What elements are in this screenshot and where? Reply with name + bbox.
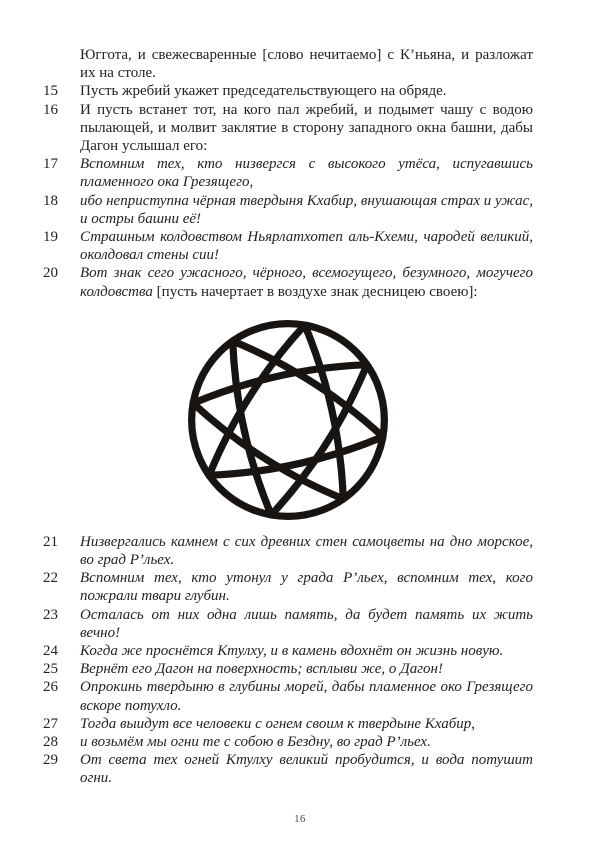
text-column — [43, 46, 533, 788]
verse-number: 23 — [43, 606, 58, 623]
verse-number: 19 — [43, 229, 58, 246]
verse-text-roman-part: [пусть начертает в воздухе знак десницею своею]: — [156, 283, 478, 300]
verse-text-italic-part: Вот знак сего ужасного, чёрного, всемогущего, безумного, могучего колдовства — [80, 265, 533, 300]
verse-row-24 — [43, 642, 533, 660]
verse-row-20 — [43, 264, 533, 300]
verse-number: 21 — [43, 533, 58, 550]
verse-row-19 — [43, 228, 533, 264]
verse-row-28 — [43, 733, 533, 751]
verse-number: 29 — [43, 752, 58, 769]
verse-row-17 — [43, 155, 533, 191]
verse-text: Тогда выидут все человеки с огнем своим к твердыне Кхабир, — [80, 715, 476, 732]
verse-number: 15 — [43, 83, 58, 100]
verse-text: Пусть жребий укажет председательствующего на обряде. — [80, 83, 447, 100]
verse-row-27 — [43, 715, 533, 733]
verse-number: 22 — [43, 570, 58, 587]
verse-text: От света тех огней Ктулху великий пробудится, и вода потушит огни. — [80, 752, 533, 787]
verse-row-16 — [43, 101, 533, 156]
verse-text: И пусть встанет тот, на кого пал жребий, и подымет чашу с водою пылающей, и молвит заклятие в сторону западного окна башни, дабы Дагон услышал его: — [80, 101, 533, 155]
verse-row-23 — [43, 606, 533, 642]
sigil-circle — [192, 323, 385, 516]
verse-text: и возьмём мы огни те с собою в Бездну, во град Р’льех. — [80, 734, 431, 751]
verse-number: 20 — [43, 265, 58, 282]
verse-number: 18 — [43, 192, 58, 209]
verse-text — [80, 264, 533, 300]
verse-row-18 — [43, 192, 533, 228]
page-number: 16 — [294, 814, 306, 825]
verse-row-26 — [43, 678, 533, 714]
verse-text: Низвергались камнем с сих древних стен самоцветы на дно морское, во град Р’льех. — [80, 533, 533, 569]
verse-number: 26 — [43, 679, 58, 696]
verse-row-29 — [43, 751, 533, 787]
verse-number: 25 — [43, 661, 58, 678]
sigil-figure — [43, 301, 533, 533]
octagram-sigil-image — [182, 314, 394, 526]
verse-number — [43, 46, 80, 82]
verse-number: 24 — [43, 643, 58, 660]
verse-text: Страшным колдовством Ньярлатхотеп аль-Кхеми, чародей великий, околдовал стены сии! — [80, 229, 533, 264]
verse-number: 16 — [43, 101, 58, 118]
verse-text: Опрокинь твердыню в глубины морей, дабы пламенное око Грезящего вскоре потухло. — [80, 679, 533, 714]
verse-text: Вспомним тех, кто низвергся с высокого утёса, испугавшись пламенного ока Грезящего, — [80, 156, 533, 191]
verse-text: Когда же проснётся Ктулху, и в камень вдохнёт он жизнь новую. — [80, 643, 504, 660]
verse-row-21 — [43, 533, 533, 569]
verse-row-25 — [43, 660, 533, 678]
verse-text: Юггота, и свежесваренные [слово нечитаемо] с К’ньяна, и разложат их на столе. — [80, 47, 533, 82]
verse-number: 17 — [43, 156, 58, 173]
verse-number: 28 — [43, 734, 58, 751]
verse-text: ибо неприступна чёрная твердыня Кхабир, внушающая страх и ужас, и остры башни её! — [80, 192, 533, 227]
verse-text: Вспомним тех, кто утонул у града Р’льех, вспомним тех, кого пожрали твари глубин. — [80, 570, 533, 605]
paragraph-continuation — [43, 46, 533, 82]
verse-text: Осталась от них одна лишь память, да будет память их жить вечно! — [80, 606, 533, 641]
verse-row-15 — [43, 82, 533, 100]
verse-row-22 — [43, 569, 533, 605]
verse-number: 27 — [43, 715, 58, 732]
verse-text: Вернёт его Дагон на поверхность; всплыви же, о Дагон! — [80, 661, 443, 678]
